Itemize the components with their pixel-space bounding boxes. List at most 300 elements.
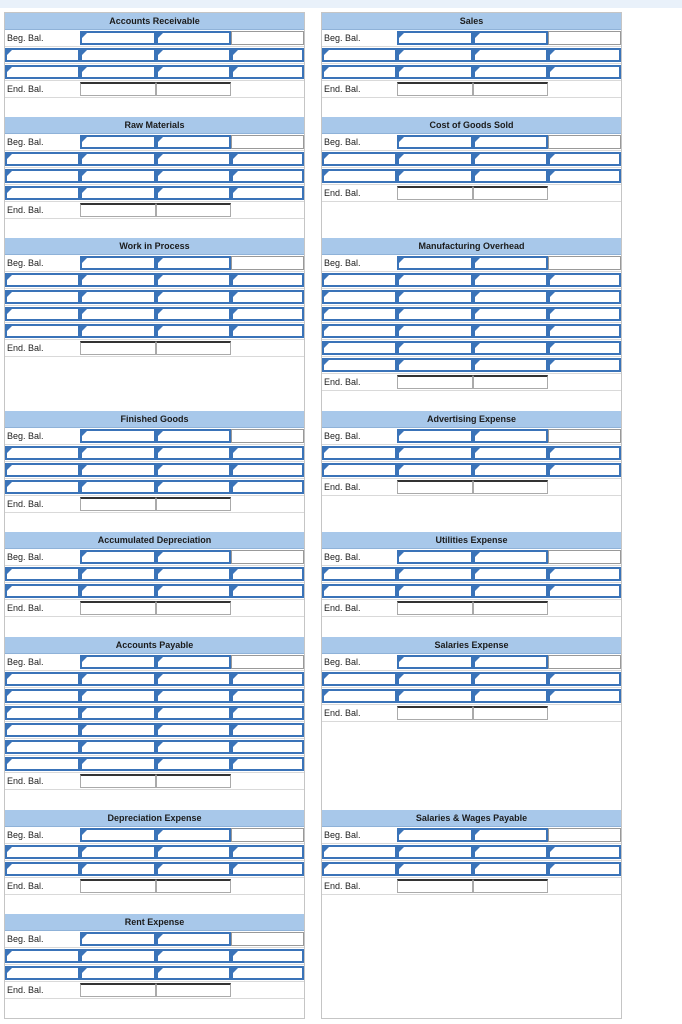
entry-row xyxy=(322,671,621,688)
entry-description-select[interactable] xyxy=(5,480,80,494)
credit-input[interactable] xyxy=(156,273,231,287)
entry-description-select[interactable] xyxy=(322,341,397,355)
debit-input[interactable] xyxy=(397,463,473,477)
debit-input[interactable] xyxy=(397,307,473,321)
amount-input[interactable] xyxy=(548,65,621,79)
amount-input[interactable] xyxy=(231,169,304,183)
debit-input[interactable] xyxy=(80,966,156,980)
ending-credit-total[interactable] xyxy=(473,375,548,389)
credit-input[interactable] xyxy=(156,757,231,771)
amount-input[interactable] xyxy=(231,446,304,460)
beginning-amount-input[interactable] xyxy=(231,550,304,564)
amount-input[interactable] xyxy=(548,446,621,460)
entry-description-select[interactable] xyxy=(322,672,397,686)
credit-input[interactable] xyxy=(473,845,548,859)
beginning-amount-input[interactable] xyxy=(548,31,621,45)
dropdown-marker-icon xyxy=(82,154,87,159)
dropdown-marker-icon xyxy=(158,742,163,747)
beginning-amount-input[interactable] xyxy=(231,932,304,946)
beginning-balance-label: Beg. Bal. xyxy=(7,258,44,268)
beginning-debit-input[interactable] xyxy=(397,31,473,45)
beginning-amount-input[interactable] xyxy=(231,31,304,45)
credit-input[interactable] xyxy=(473,689,548,703)
ending-debit-total[interactable] xyxy=(80,497,156,511)
dropdown-marker-icon xyxy=(550,67,555,72)
dropdown-marker-icon xyxy=(7,708,12,713)
debit-input[interactable] xyxy=(80,480,156,494)
credit-input[interactable] xyxy=(156,949,231,963)
beginning-credit-input[interactable] xyxy=(473,655,548,669)
dropdown-marker-icon xyxy=(399,360,404,365)
dropdown-marker-icon xyxy=(82,864,87,869)
beginning-credit-input[interactable] xyxy=(156,31,231,45)
entry-description-select[interactable] xyxy=(5,186,80,200)
debit-input[interactable] xyxy=(397,152,473,166)
debit-input[interactable] xyxy=(397,358,473,372)
entry-description-select[interactable] xyxy=(5,757,80,771)
entry-description-select[interactable] xyxy=(322,567,397,581)
ending-debit-total[interactable] xyxy=(80,774,156,788)
entry-description-select[interactable] xyxy=(5,740,80,754)
beginning-debit-input[interactable] xyxy=(80,429,156,443)
amount-input[interactable] xyxy=(231,862,304,876)
credit-input[interactable] xyxy=(156,672,231,686)
credit-input[interactable] xyxy=(473,567,548,581)
beginning-debit-input[interactable] xyxy=(397,655,473,669)
ending-credit-total[interactable] xyxy=(156,774,231,788)
debit-input[interactable] xyxy=(397,273,473,287)
beginning-balance-row xyxy=(5,931,304,948)
dropdown-marker-icon xyxy=(324,465,329,470)
entry-row xyxy=(5,151,304,168)
amount-input[interactable] xyxy=(231,290,304,304)
amount-input[interactable] xyxy=(548,463,621,477)
amount-input[interactable] xyxy=(231,152,304,166)
ending-debit-total[interactable] xyxy=(80,879,156,893)
ending-debit-total[interactable] xyxy=(80,203,156,217)
amount-input[interactable] xyxy=(231,307,304,321)
beginning-credit-input[interactable] xyxy=(156,429,231,443)
beginning-debit-input[interactable] xyxy=(80,550,156,564)
credit-input[interactable] xyxy=(473,152,548,166)
dropdown-marker-icon xyxy=(82,275,87,280)
dropdown-marker-icon xyxy=(550,847,555,852)
dropdown-marker-icon xyxy=(7,292,12,297)
credit-input[interactable] xyxy=(156,740,231,754)
beginning-amount-input[interactable] xyxy=(548,550,621,564)
credit-input[interactable] xyxy=(156,480,231,494)
beginning-credit-input[interactable] xyxy=(156,655,231,669)
beginning-debit-input[interactable] xyxy=(397,429,473,443)
debit-input[interactable] xyxy=(80,48,156,62)
t-account-accounts-payable xyxy=(5,637,304,790)
amount-input[interactable] xyxy=(231,949,304,963)
beginning-amount-input[interactable] xyxy=(231,655,304,669)
amount-input[interactable] xyxy=(548,358,621,372)
ending-credit-total[interactable] xyxy=(156,879,231,893)
dropdown-marker-icon xyxy=(475,586,480,591)
beginning-balance-label: Beg. Bal. xyxy=(324,830,361,840)
ending-credit-total[interactable] xyxy=(473,879,548,893)
beginning-credit-input[interactable] xyxy=(156,256,231,270)
amount-input[interactable] xyxy=(548,273,621,287)
beginning-debit-input[interactable] xyxy=(80,655,156,669)
dropdown-marker-icon xyxy=(7,67,12,72)
entry-description-select[interactable] xyxy=(322,584,397,598)
dropdown-marker-icon xyxy=(475,50,480,55)
amount-input[interactable] xyxy=(548,307,621,321)
entry-row xyxy=(5,306,304,323)
debit-input[interactable] xyxy=(80,689,156,703)
debit-input[interactable] xyxy=(80,723,156,737)
credit-input[interactable] xyxy=(473,862,548,876)
credit-input[interactable] xyxy=(473,324,548,338)
entry-description-select[interactable] xyxy=(5,706,80,720)
entry-description-select[interactable] xyxy=(322,862,397,876)
ending-credit-total[interactable] xyxy=(156,203,231,217)
credit-input[interactable] xyxy=(156,65,231,79)
ending-debit-total[interactable] xyxy=(397,480,473,494)
ending-debit-total[interactable] xyxy=(80,983,156,997)
beginning-amount-input[interactable] xyxy=(548,655,621,669)
credit-input[interactable] xyxy=(156,152,231,166)
debit-input[interactable] xyxy=(80,65,156,79)
entry-description-select[interactable] xyxy=(5,48,80,62)
entry-description-select[interactable] xyxy=(322,845,397,859)
entry-description-select[interactable] xyxy=(5,845,80,859)
entry-description-select[interactable] xyxy=(5,723,80,737)
debit-input[interactable] xyxy=(80,949,156,963)
entry-description-select[interactable] xyxy=(322,152,397,166)
ending-debit-total[interactable] xyxy=(80,601,156,615)
credit-input[interactable] xyxy=(156,48,231,62)
entry-description-select[interactable] xyxy=(5,152,80,166)
amount-input[interactable] xyxy=(548,169,621,183)
credit-input[interactable] xyxy=(473,307,548,321)
amount-input[interactable] xyxy=(231,584,304,598)
entry-description-select[interactable] xyxy=(322,463,397,477)
entry-description-select[interactable] xyxy=(5,567,80,581)
dropdown-marker-icon xyxy=(324,154,329,159)
credit-input[interactable] xyxy=(473,446,548,460)
credit-input[interactable] xyxy=(156,845,231,859)
dropdown-marker-icon xyxy=(82,674,87,679)
credit-input[interactable] xyxy=(156,706,231,720)
beginning-credit-input[interactable] xyxy=(473,429,548,443)
debit-input[interactable] xyxy=(80,706,156,720)
beginning-amount-input[interactable] xyxy=(231,135,304,149)
amount-input[interactable] xyxy=(548,584,621,598)
beginning-amount-input[interactable] xyxy=(231,828,304,842)
ending-credit-total[interactable] xyxy=(473,480,548,494)
entry-description-select[interactable] xyxy=(5,689,80,703)
debit-input[interactable] xyxy=(397,845,473,859)
credit-input[interactable] xyxy=(156,307,231,321)
beginning-credit-input[interactable] xyxy=(156,828,231,842)
debit-input[interactable] xyxy=(80,152,156,166)
amount-input[interactable] xyxy=(231,480,304,494)
debit-input[interactable] xyxy=(397,689,473,703)
debit-input[interactable] xyxy=(80,740,156,754)
beginning-debit-input[interactable] xyxy=(397,550,473,564)
credit-input[interactable] xyxy=(473,290,548,304)
entry-description-select[interactable] xyxy=(5,446,80,460)
entry-description-select[interactable] xyxy=(322,324,397,338)
dropdown-marker-icon xyxy=(7,171,12,176)
credit-input[interactable] xyxy=(156,689,231,703)
entry-description-select[interactable] xyxy=(322,290,397,304)
entry-description-select[interactable] xyxy=(5,949,80,963)
ending-debit-total[interactable] xyxy=(397,186,473,200)
debit-input[interactable] xyxy=(80,463,156,477)
ending-credit-total[interactable] xyxy=(473,706,548,720)
debit-input[interactable] xyxy=(80,567,156,581)
entry-description-select[interactable] xyxy=(5,862,80,876)
amount-input[interactable] xyxy=(548,689,621,703)
account-title: Manufacturing Overhead xyxy=(322,238,621,255)
debit-input[interactable] xyxy=(397,324,473,338)
debit-input[interactable] xyxy=(80,273,156,287)
ending-balance-row xyxy=(322,81,621,98)
amount-input[interactable] xyxy=(231,689,304,703)
debit-input[interactable] xyxy=(80,324,156,338)
beginning-debit-input[interactable] xyxy=(397,135,473,149)
dropdown-marker-icon xyxy=(550,586,555,591)
credit-input[interactable] xyxy=(156,567,231,581)
entry-description-select[interactable] xyxy=(5,966,80,980)
amount-input[interactable] xyxy=(548,567,621,581)
amount-input[interactable] xyxy=(548,290,621,304)
account-title: Accumulated Depreciation xyxy=(5,532,304,549)
debit-input[interactable] xyxy=(80,584,156,598)
credit-input[interactable] xyxy=(473,463,548,477)
amount-input[interactable] xyxy=(231,324,304,338)
dropdown-marker-icon xyxy=(82,33,87,38)
debit-input[interactable] xyxy=(397,672,473,686)
ending-debit-total[interactable] xyxy=(397,82,473,96)
dropdown-marker-icon xyxy=(82,759,87,764)
entry-description-select[interactable] xyxy=(322,358,397,372)
beginning-credit-input[interactable] xyxy=(473,31,548,45)
beginning-credit-input[interactable] xyxy=(473,828,548,842)
beginning-credit-input[interactable] xyxy=(473,135,548,149)
dropdown-marker-icon xyxy=(550,465,555,470)
ending-credit-total[interactable] xyxy=(156,82,231,96)
beginning-credit-input[interactable] xyxy=(156,932,231,946)
debit-input[interactable] xyxy=(397,584,473,598)
beginning-amount-input[interactable] xyxy=(231,256,304,270)
dropdown-marker-icon xyxy=(475,830,480,835)
beginning-credit-input[interactable] xyxy=(473,256,548,270)
ending-credit-total[interactable] xyxy=(156,341,231,355)
amount-input[interactable] xyxy=(548,862,621,876)
credit-input[interactable] xyxy=(156,862,231,876)
dropdown-marker-icon xyxy=(475,154,480,159)
beginning-debit-input[interactable] xyxy=(80,135,156,149)
ending-debit-total[interactable] xyxy=(80,341,156,355)
amount-input[interactable] xyxy=(231,966,304,980)
entry-row xyxy=(322,861,621,878)
debit-input[interactable] xyxy=(80,307,156,321)
entry-description-select[interactable] xyxy=(5,324,80,338)
debit-input[interactable] xyxy=(80,757,156,771)
entry-description-select[interactable] xyxy=(322,446,397,460)
entry-description-select[interactable] xyxy=(322,48,397,62)
entry-description-select[interactable] xyxy=(322,689,397,703)
credit-input[interactable] xyxy=(473,65,548,79)
amount-input[interactable] xyxy=(548,48,621,62)
amount-input[interactable] xyxy=(231,463,304,477)
credit-input[interactable] xyxy=(156,463,231,477)
beginning-amount-input[interactable] xyxy=(548,828,621,842)
beginning-debit-input[interactable] xyxy=(80,31,156,45)
dropdown-marker-icon xyxy=(399,448,404,453)
debit-input[interactable] xyxy=(80,169,156,183)
credit-input[interactable] xyxy=(156,290,231,304)
amount-input[interactable] xyxy=(231,757,304,771)
amount-input[interactable] xyxy=(548,845,621,859)
credit-input[interactable] xyxy=(156,324,231,338)
amount-input[interactable] xyxy=(231,567,304,581)
beginning-balance-label: Beg. Bal. xyxy=(7,33,44,43)
credit-input[interactable] xyxy=(473,169,548,183)
beginning-amount-input[interactable] xyxy=(548,135,621,149)
beginning-debit-input[interactable] xyxy=(80,932,156,946)
dropdown-marker-icon xyxy=(233,465,238,470)
entry-description-select[interactable] xyxy=(322,273,397,287)
debit-input[interactable] xyxy=(80,672,156,686)
entry-description-select[interactable] xyxy=(5,290,80,304)
beginning-balance-row xyxy=(5,549,304,566)
account-title: Salaries Expense xyxy=(322,637,621,654)
beginning-balance-row xyxy=(322,134,621,151)
ending-debit-total[interactable] xyxy=(397,706,473,720)
beginning-amount-input[interactable] xyxy=(231,429,304,443)
debit-input[interactable] xyxy=(80,845,156,859)
debit-input[interactable] xyxy=(397,48,473,62)
beginning-balance-row xyxy=(322,428,621,445)
debit-input[interactable] xyxy=(397,567,473,581)
credit-input[interactable] xyxy=(156,169,231,183)
beginning-credit-input[interactable] xyxy=(156,135,231,149)
entry-row xyxy=(322,462,621,479)
entry-description-select[interactable] xyxy=(5,273,80,287)
ending-debit-total[interactable] xyxy=(397,879,473,893)
entry-description-select[interactable] xyxy=(5,307,80,321)
debit-input[interactable] xyxy=(80,446,156,460)
dropdown-marker-icon xyxy=(475,431,480,436)
dropdown-marker-icon xyxy=(158,691,163,696)
debit-input[interactable] xyxy=(80,290,156,304)
dropdown-marker-icon xyxy=(324,674,329,679)
beginning-debit-input[interactable] xyxy=(80,256,156,270)
debit-input[interactable] xyxy=(397,169,473,183)
amount-input[interactable] xyxy=(231,845,304,859)
t-account-advertising-expense xyxy=(322,411,621,496)
dropdown-marker-icon xyxy=(324,50,329,55)
dropdown-marker-icon xyxy=(158,586,163,591)
amount-input[interactable] xyxy=(231,48,304,62)
beginning-credit-input[interactable] xyxy=(156,550,231,564)
amount-input[interactable] xyxy=(548,324,621,338)
amount-input[interactable] xyxy=(231,65,304,79)
ending-debit-total[interactable] xyxy=(397,601,473,615)
beginning-amount-input[interactable] xyxy=(548,256,621,270)
entry-row xyxy=(322,289,621,306)
credit-input[interactable] xyxy=(473,358,548,372)
amount-input[interactable] xyxy=(231,723,304,737)
dropdown-marker-icon xyxy=(399,552,404,557)
debit-input[interactable] xyxy=(397,862,473,876)
beginning-amount-input[interactable] xyxy=(548,429,621,443)
debit-input[interactable] xyxy=(80,862,156,876)
beginning-debit-input[interactable] xyxy=(397,828,473,842)
amount-input[interactable] xyxy=(548,152,621,166)
entry-description-select[interactable] xyxy=(5,65,80,79)
ending-credit-total[interactable] xyxy=(473,601,548,615)
debit-input[interactable] xyxy=(397,290,473,304)
dropdown-marker-icon xyxy=(475,465,480,470)
credit-input[interactable] xyxy=(156,584,231,598)
debit-input[interactable] xyxy=(80,186,156,200)
amount-input[interactable] xyxy=(231,706,304,720)
credit-input[interactable] xyxy=(473,672,548,686)
entry-description-select[interactable] xyxy=(322,307,397,321)
dropdown-marker-icon xyxy=(82,431,87,436)
ending-credit-total[interactable] xyxy=(156,983,231,997)
amount-input[interactable] xyxy=(548,341,621,355)
credit-input[interactable] xyxy=(156,446,231,460)
credit-input[interactable] xyxy=(156,186,231,200)
t-account-accounts-receivable xyxy=(5,13,304,98)
entry-description-select[interactable] xyxy=(5,584,80,598)
beginning-debit-input[interactable] xyxy=(397,256,473,270)
ending-credit-total[interactable] xyxy=(156,601,231,615)
amount-input[interactable] xyxy=(548,672,621,686)
ending-credit-total[interactable] xyxy=(473,186,548,200)
dropdown-marker-icon xyxy=(233,154,238,159)
debit-input[interactable] xyxy=(397,446,473,460)
beginning-balance-row xyxy=(5,255,304,272)
credit-input[interactable] xyxy=(473,273,548,287)
credit-input[interactable] xyxy=(473,584,548,598)
amount-input[interactable] xyxy=(231,672,304,686)
entry-description-select[interactable] xyxy=(5,672,80,686)
amount-input[interactable] xyxy=(231,186,304,200)
credit-input[interactable] xyxy=(473,341,548,355)
entry-description-select[interactable] xyxy=(322,169,397,183)
entry-description-select[interactable] xyxy=(5,463,80,477)
dropdown-marker-icon xyxy=(82,326,87,331)
ending-credit-total[interactable] xyxy=(473,82,548,96)
entry-description-select[interactable] xyxy=(322,65,397,79)
dropdown-marker-icon xyxy=(475,326,480,331)
ending-credit-total[interactable] xyxy=(156,497,231,511)
entry-description-select[interactable] xyxy=(5,169,80,183)
beginning-credit-input[interactable] xyxy=(473,550,548,564)
ending-debit-total[interactable] xyxy=(397,375,473,389)
credit-input[interactable] xyxy=(473,48,548,62)
credit-input[interactable] xyxy=(156,723,231,737)
beginning-debit-input[interactable] xyxy=(80,828,156,842)
amount-input[interactable] xyxy=(231,273,304,287)
dropdown-marker-icon xyxy=(399,586,404,591)
debit-input[interactable] xyxy=(397,65,473,79)
debit-input[interactable] xyxy=(397,341,473,355)
ending-debit-total[interactable] xyxy=(80,82,156,96)
amount-input[interactable] xyxy=(231,740,304,754)
credit-input[interactable] xyxy=(156,966,231,980)
